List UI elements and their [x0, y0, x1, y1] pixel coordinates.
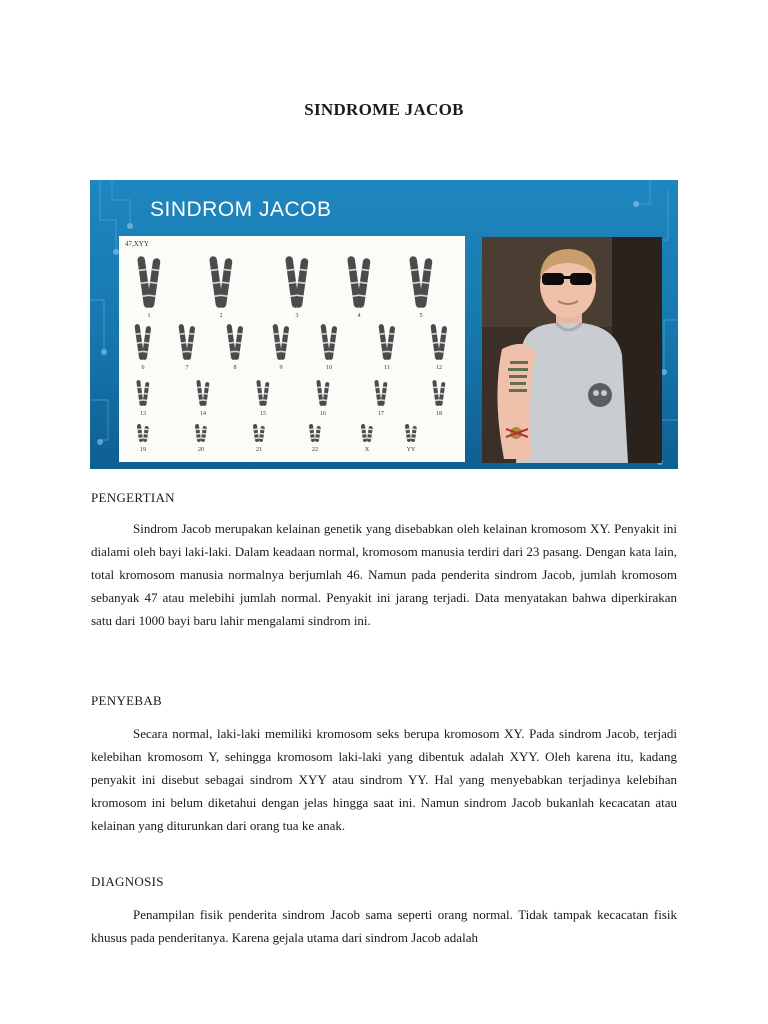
chromosome-pair-16 — [316, 380, 329, 406]
chromosome-pair-12 — [430, 324, 447, 360]
chromosome-pair-15 — [256, 380, 269, 406]
chromosome-pair-22 — [309, 424, 321, 442]
chromosome-pair-3 — [285, 256, 309, 309]
chromosome-pair-13 — [136, 380, 149, 406]
chromosome-number-label: 22 — [312, 447, 318, 453]
chromosome-pair-14 — [196, 380, 209, 406]
chromosome-pair-7 — [178, 324, 195, 360]
chromosome-number-label: 8 — [233, 365, 237, 371]
chromosome-pair-9 — [272, 324, 289, 360]
sindrom-jacob-banner-image — [90, 180, 678, 469]
chromosome-number-label: YY — [406, 447, 416, 453]
document-title: SINDROME JACOB — [304, 100, 464, 119]
chromosome-number-label: 6 — [141, 365, 145, 371]
patient-photo — [482, 237, 662, 463]
karyotype-image — [119, 236, 465, 462]
chromosome-pair-10 — [320, 324, 337, 360]
chromosome-number-label: 18 — [436, 411, 442, 417]
chromosome-pair-6 — [134, 324, 151, 360]
section-heading-pengertian: PENGERTIAN — [91, 490, 175, 505]
patient-photo-illustration — [482, 237, 662, 463]
karyotype-chromosomes — [119, 236, 465, 462]
chromosome-pair-X — [361, 424, 373, 442]
karyotype-label: 47,XYY — [125, 240, 149, 248]
chromosome-pair-17 — [374, 380, 387, 406]
section-heading-diagnosis: DIAGNOSIS — [91, 874, 164, 889]
chromosome-number-label: 19 — [140, 447, 146, 453]
chromosome-number-label: 20 — [198, 447, 204, 453]
chromosome-pair-8 — [226, 324, 243, 360]
chromosome-pair-YY — [405, 424, 417, 442]
chromosome-number-label: 7 — [185, 365, 189, 371]
section-text-pengertian: Sindrom Jacob merupakan kelainan genetik yang disebabkan oleh kelainan kromosom XY. Penyakit ini dialami oleh bayi laki-laki. Dalam keadaan normal, kromosom manusia terdiri dari 23 pasang. Dengan kata lain, total kromosom manusia normalnya berjumlah 46. Namun pada penderita sindrom Jacob, jumlah kromosom sebanyak 47 atau melebihi jumlah normal. Penyakit ini jarang terjadi. Data menyatakan bahwa diperkirakan satu dari 1000 bayi baru lahir mengalami sindrom ini. — [91, 521, 677, 628]
chromosome-number-label: X — [364, 447, 370, 453]
chromosome-number-label: 4 — [357, 313, 361, 319]
chromosome-number-label: 3 — [295, 313, 299, 319]
chromosome-number-label: 13 — [140, 411, 146, 417]
section-text-penyebab: Secara normal, laki-laki memiliki kromosom seks berupa kromosom XY. Pada sindrom Jacob, terjadi kelebihan kromosom Y, sehingga kromosom laki-laki yang dibentuk adalah XYY. Oleh karena itu, kadang penyakit ini disebut sebagai sindrom XYY atau sindrom YY. Hal yang menyebabkan terjadinya kelebihan kromosom ini belum diketahui dengan jelas hingga saat ini. Namun sindrom Jacob bukanlah kecacatan atau kelainan yang diturunkan dari orang tua ke anak. — [91, 726, 677, 833]
chromosome-pair-4 — [347, 256, 371, 309]
chromosome-pair-5 — [409, 256, 433, 309]
chromosome-number-label: 15 — [260, 411, 266, 417]
chromosome-number-label: 11 — [384, 365, 390, 371]
chromosome-number-label: 16 — [320, 411, 326, 417]
chromosome-pair-20 — [195, 424, 207, 442]
section-heading-penyebab: PENYEBAB — [91, 693, 163, 708]
chromosome-number-label: 2 — [219, 313, 223, 319]
chromosome-number-label: 10 — [326, 365, 332, 371]
chromosome-pair-1 — [137, 256, 161, 309]
chromosome-number-label: 21 — [256, 447, 262, 453]
section-text-diagnosis: Penampilan fisik penderita sindrom Jacob sama seperti orang normal. Tidak tampak kecacatan fisik khusus pada penderitanya. Karena gejala utama dari sindrom Jacob adalah — [91, 907, 677, 945]
chromosome-pair-18 — [432, 380, 445, 406]
chromosome-number-label: 5 — [419, 313, 423, 319]
chromosome-number-label: 17 — [378, 411, 384, 417]
chromosome-pair-21 — [253, 424, 265, 442]
chromosome-number-label: 1 — [147, 313, 151, 319]
chromosome-pair-2 — [209, 256, 233, 309]
chromosome-pair-19 — [137, 424, 149, 442]
chromosome-number-label: 14 — [200, 411, 206, 417]
banner-title: SINDROM JACOB — [150, 198, 332, 221]
chromosome-number-label: 9 — [279, 365, 283, 371]
chromosome-number-label: 12 — [436, 365, 442, 371]
chromosome-pair-11 — [378, 324, 395, 360]
